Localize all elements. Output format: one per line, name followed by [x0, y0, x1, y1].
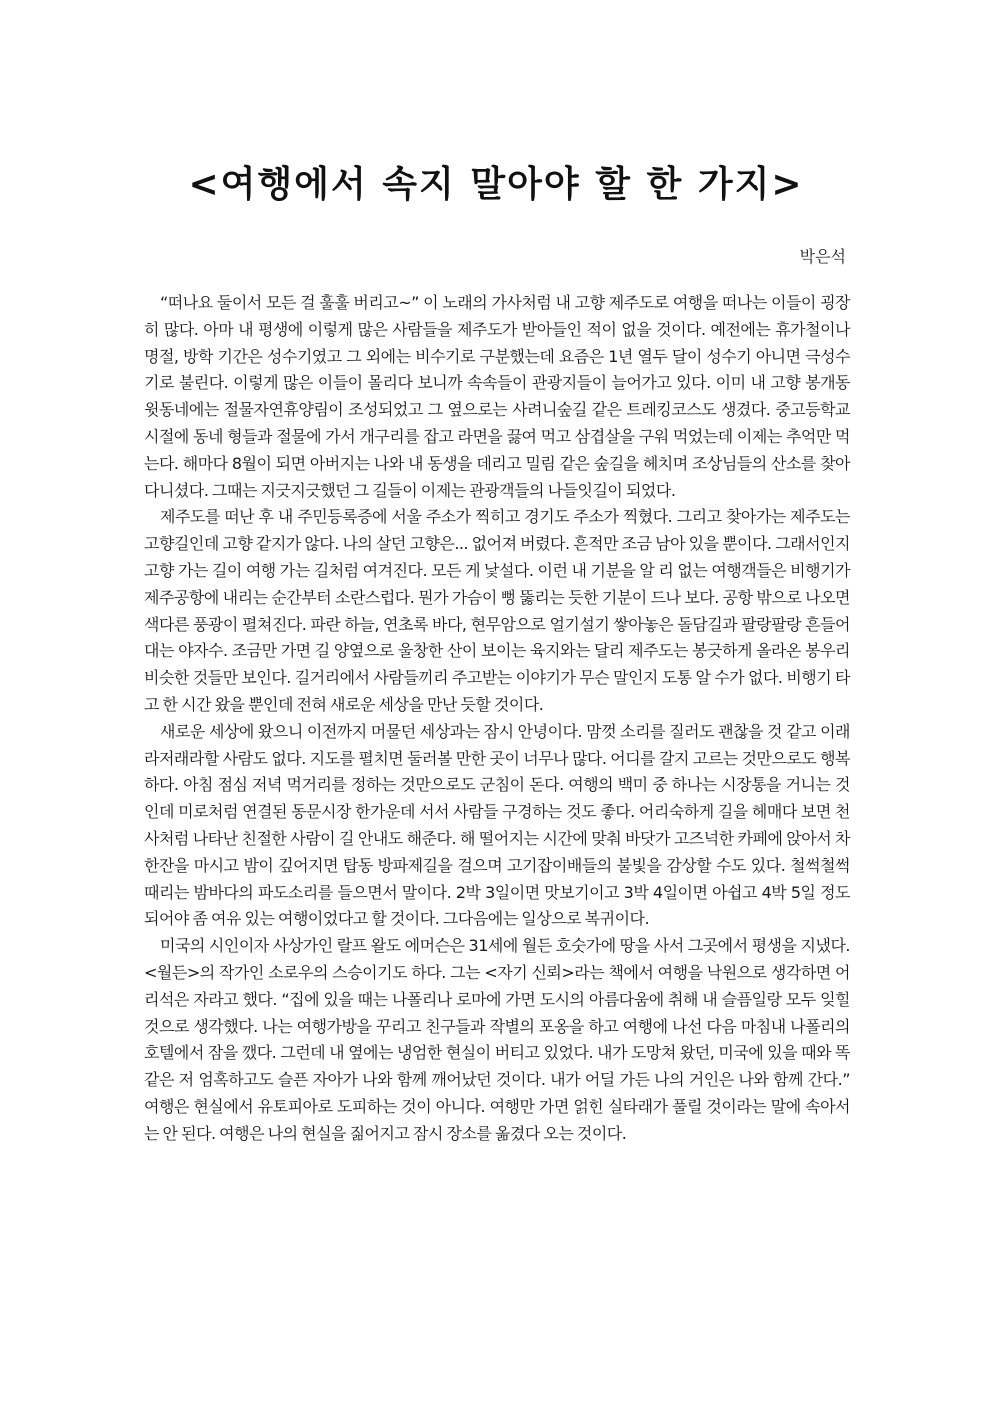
document-title: <여행에서 속지 말아야 할 한 가지> [188, 164, 804, 205]
paragraph: “떠나요 둘이서 모든 걸 훌훌 버리고~” 이 노래의 가사처럼 내 고향 제주도로 여행을 떠나는 이들이 굉장히 많다. 아마 내 평생에 이렇게 많은 사람들을 제주도가 받아들인 적이 없을 것이다. 예전에는 휴가철이나 명절, 방학 기간은 성수기였고 그 외에는 비수기로 구분했는데 요즘은 1년 열두 달이 성수기 아니면 극성수기로 불린다. 이렇게 많은 이들이 몰리다 보니까 속속들이 관광지들이 늘어가고 있다. 이미 내 고향 봉개동 윗동네에는 절물자연휴양림이 조성되었고 그 옆으로는 사려니숲길 같은 트레킹코스도 생겼다. 중고등학교 시절에 동네 형들과 절물에 가서 개구리를 잡고 라면을 끓여 먹고 삼겹살을 구워 먹었는데 이제는 추억만 먹는다. 해마다 8월이 되면 아버지는 나와 내 동생을 데리고 밀림 같은 숲길을 헤치며 조상님들의 산소를 찾아다니셨다. 그때는 지긋지긋했던 그 길들이 이제는 관광객들의 나들잇길이 되었다. [144, 293, 850, 500]
author-name: 박은석 [799, 247, 846, 266]
paragraph: 미국의 시인이자 사상가인 랄프 왈도 에머슨은 31세에 월든 호숫가에 땅을 사서 그곳에서 평생을 지냈다. <월든>의 작가인 소로우의 스승이기도 하다. 그는 <자기 신뢰>라는 책에서 여행을 낙원으로 생각하면 어리석은 자라고 했다. “집에 있을 때는 나폴리나 로마에 가면 도시의 아름다움에 취해 내 슬픔일랑 모두 잊힐 것으로 생각했다. 나는 여행가방을 꾸리고 친구들과 작별의 포옹을 하고 여행에 나선 다음 마침내 나폴리의 호텔에서 잠을 깼다. 그런데 내 옆에는 냉엄한 현실이 버티고 있었다. 내가 도망쳐 왔던, 미국에 있을 때와 똑같은 저 엄혹하고도 슬픈 자아가 나와 함께 깨어났던 것이다. 내가 어딜 가든 나의 거인은 나와 함께 간다.” 여행은 현실에서 유토피아로 도피하는 것이 아니다. 여행만 가면 얽힌 실타래가 풀릴 것이라는 말에 속아서는 안 된다. 여행은 나의 현실을 짊어지고 잠시 장소를 옮겼다 오는 것이다. [144, 936, 850, 1143]
document-body [144, 290, 850, 1148]
paragraph: 새로운 세상에 왔으니 이전까지 머물던 세상과는 잠시 안녕이다. 맘껏 소리를 질러도 괜찮을 것 같고 이래라저래라할 사람도 없다. 지도를 펼치면 둘러볼 만한 곳이 너무나 많다. 어디를 갈지 고르는 것만으로도 행복하다. 아침 점심 저녁 먹거리를 정하는 것만으로도 군침이 돈다. 여행의 백미 중 하나는 시장통을 거니는 것인데 미로처럼 연결된 동문시장 한가운데 서서 사람들 구경하는 것도 좋다. 어리숙하게 길을 헤매다 보면 천사처럼 나타난 친절한 사람이 길 안내도 해준다. 해 떨어지는 시간에 맞춰 바닷가 고즈넉한 카페에 앉아서 차 한잔을 마시고 밤이 깊어지면 탑동 방파제길을 걸으며 고기잡이배들의 불빛을 감상할 수도 있다. 철썩철썩 때리는 밤바다의 파도소리를 들으면서 말이다. 2박 3일이면 맛보기이고 3박 4일이면 아쉽고 4박 5일 정도 되어야 좀 여유 있는 여행이었다고 할 것이다. 그다음에는 일상으로 복귀이다. [144, 721, 850, 929]
paragraph: 제주도를 떠난 후 내 주민등록증에 서울 주소가 찍히고 경기도 주소가 찍혔다. 그리고 찾아가는 제주도는 고향길인데 고향 같지가 않다. 나의 살던 고향은... 없어져 버렸다. 흔적만 조금 남아 있을 뿐이다. 그래서인지 고향 가는 길이 여행 가는 길처럼 여겨진다. 모든 게 낯설다. 이런 내 기분을 알 리 없는 여행객들은 비행기가 제주공항에 내리는 순간부터 소란스럽다. 뭔가 가슴이 뻥 뚫리는 듯한 기분이 드나 보다. 공항 밖으로 나오면 색다른 풍광이 펼쳐진다. 파란 하늘, 연초록 바다, 현무암으로 얼기설기 쌓아놓은 돌담길과 팔랑팔랑 흔들어대는 야자수. 조금만 가면 길 양옆으로 울창한 산이 보이는 육지와는 달리 제주도는 봉긋하게 올라온 봉우리 비슷한 것들만 보인다. 길거리에서 사람들끼리 주고받는 이야기가 무슨 말인지 도통 알 수가 없다. 비행기 타고 한 시간 왔을 뿐인데 전혀 새로운 세상을 만난 듯할 것이다. [144, 507, 850, 714]
